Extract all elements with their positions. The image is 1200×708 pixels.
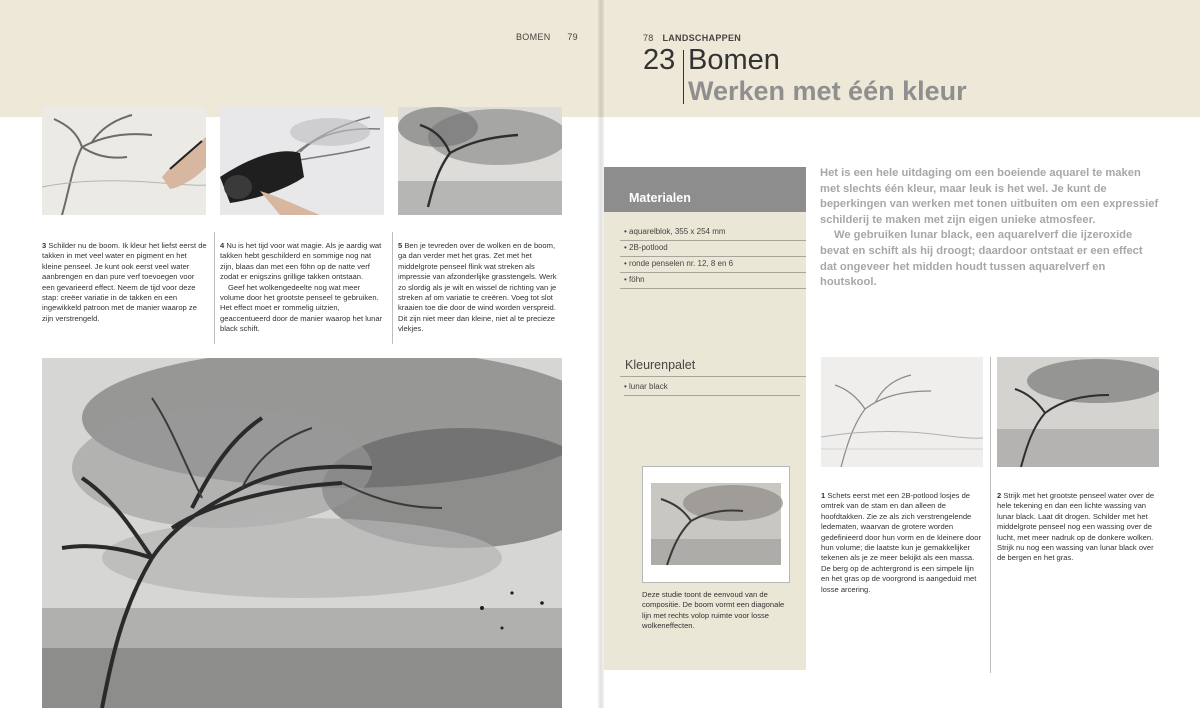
step-5-caption — [398, 241, 563, 335]
step-3-photo — [42, 107, 206, 215]
palette-heading: Kleurenpalet — [625, 358, 696, 372]
left-section-label: BOMEN — [516, 32, 551, 42]
materials-list — [620, 225, 806, 289]
column-rule — [990, 357, 991, 673]
step-2-wash — [997, 357, 1159, 467]
column-rule — [214, 232, 215, 344]
list-item: • föhn — [620, 273, 806, 289]
palette-item: • lunar black — [624, 380, 800, 396]
study-caption: Deze studie toont de eenvoud van de compositie. De boom vormt een diagonale lijn met rechts volop ruimte voor losse wolkeneffecten. — [642, 590, 785, 631]
materials-header — [604, 167, 806, 212]
list-item: • aquarelblok, 355 x 254 mm — [620, 225, 806, 241]
step-1-caption — [821, 491, 981, 595]
list-item: • ronde penselen nr. 12, 8 en 6 — [620, 257, 806, 273]
right-section-label: LANDSCHAPPEN — [662, 33, 742, 43]
step-number: 3 — [42, 241, 47, 250]
finished-painting — [42, 358, 562, 708]
step-5-photo — [398, 107, 562, 215]
chapter-title: Bomen — [688, 44, 780, 76]
step-4-caption — [220, 241, 385, 335]
right-page-number: 78 — [643, 33, 654, 43]
step-text-continued: Geef het wolkengedeelte nog wat meer volume door het grootste penseel te gebruiken. Het effect moet er rommelig uitzien, geaccentueerd door de manier waarop het lunar black schift. — [220, 282, 383, 334]
step-number: 2 — [997, 491, 1002, 500]
step-text: Schilder nu de boom. Ik kleur het liefst eerst de takken in met veel water en pigment en het kleine penseel. Je kunt ook eerst veel water aanbrengen en dan pure verf toevoegen voor een gevarieerd effect. Neem de tijd voor deze stap: creëer variatie in de takken en een ingewikkeld patroon met de manier waarop ze zijn verstrengeld. — [42, 241, 207, 323]
chapter-divider — [683, 50, 684, 104]
chapter-subtitle: Werken met één kleur — [688, 76, 967, 106]
intro-paragraph: Het is een hele uitdaging om een boeiende aquarel te maken met slechts één kleur, maar leuk is het wel. Je kunt de beperkingen van werken met tonen uitbuiten om een expressief schilderij te maken met zijn eigen unieke atmosfeer. — [820, 167, 1159, 226]
right-running-head — [643, 33, 741, 43]
intro-text — [820, 166, 1162, 291]
step-text: Ben je tevreden over de wolken en de boom, ga dan verder met het gras. Zet met het middelgrote penseel flink wat streken als impressie van afzonderlijke grasstengels. Werk zo slordig als je wilt en wissel de richting van je streken af om variatie te creëren. Voeg tot slot kraaien toe die door de wind worden verspreid. Dit zijn niet meer dan kleine, niet al te precieze vlekjes. — [398, 241, 557, 334]
palette-divider — [620, 376, 806, 377]
intro-paragraph: We gebruiken lunar black, een aquarelverf die ijzeroxide bevat en schift als hij droogt; daardoor ontstaat er een effect dat ongeveer het midden houdt tussen aquarelverf en houtskool. — [820, 229, 1143, 289]
list-item: • 2B-potlood — [620, 241, 806, 257]
step-3-caption — [42, 241, 207, 324]
column-rule — [392, 232, 393, 344]
chapter-number: 23 — [643, 44, 676, 76]
step-number: 5 — [398, 241, 403, 250]
step-text: Schets eerst met een 2B-potlood losjes de omtrek van de stam en dan alleen de hoofdtakken. Zie ze als zich verstrengelende ledematen, waarvan de grotere worden gedefinieerd door hun vorm en de kleinere door hun volume; die laatste kun je gemakkelijker tekenen als je ze meer bekijkt als een massa. De berg op de achtergrond is een simpele lijn en het gras op de voorgrond is aangeduid met losse arcering. — [821, 491, 981, 594]
study-sketch-frame — [642, 466, 790, 583]
step-number: 4 — [220, 241, 225, 250]
left-page-number: 79 — [567, 32, 578, 42]
step-1-sketch — [821, 357, 983, 467]
step-text: Strijk met het grootste penseel water over de hele tekening en dan een lichte wassing van lunar black. Laat dit drogen. Schilder met het middelgrote penseel nog een wassing over de lucht, met meer nadruk op de donkere wolken. Strijk nu nog een wassing van lunar black over de bergen en het gras. — [997, 491, 1155, 563]
step-text: Nu is het tijd voor wat magie. Als je aardig wat takken hebt geschilderd en sommige nog nat zijn, blaas dan met een föhn op de natte verf zodat er enigszins grillige takken ontstaan. — [220, 241, 382, 282]
materials-heading: Materialen — [629, 191, 691, 205]
step-number: 1 — [821, 491, 826, 500]
left-running-head — [516, 32, 578, 42]
step-2-caption — [997, 491, 1159, 564]
step-4-photo — [220, 107, 384, 215]
